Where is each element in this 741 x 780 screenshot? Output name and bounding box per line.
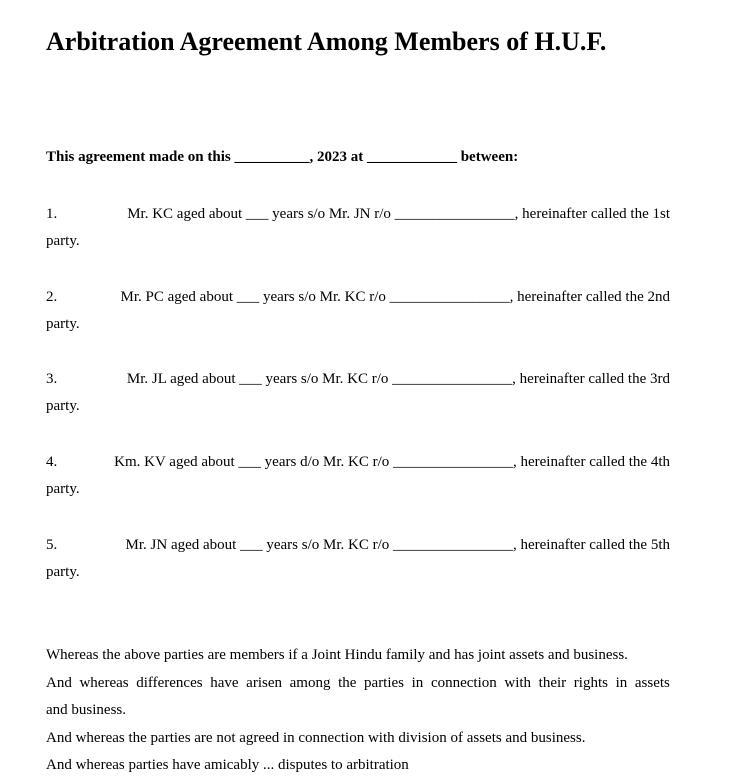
- party-number: 2.: [46, 289, 58, 305]
- recital-2-word: differences: [136, 674, 203, 691]
- recital-2-word: have: [210, 674, 239, 691]
- recital-2-line-2: and business.: [46, 702, 126, 718]
- party-number: 3.: [46, 371, 58, 387]
- recital-2-word: whereas: [79, 674, 129, 691]
- party-text: Km. KV aged about ___ years d/o Mr. KC r/o ________________, hereinafter called the 4th: [114, 454, 670, 470]
- party-number: 4.: [46, 454, 58, 470]
- recital-1: Whereas the above parties are members if a Joint Hindu family and has joint assets and business.: [46, 647, 628, 663]
- document-title: Arbitration Agreement Among Members of H.U.F.: [46, 27, 607, 56]
- recital-2-word: in: [615, 674, 628, 691]
- recital-4-partial: And whereas parties have amicably ... disputes to arbitration: [46, 757, 409, 773]
- recital-2-word: assets: [634, 674, 670, 691]
- agreement-intro: This agreement made on this __________, 2023 at ____________ between:: [46, 149, 519, 165]
- party-text: Mr. JN aged about ___ years s/o Mr. KC r/o ________________, hereinafter called the 5th: [125, 537, 670, 553]
- recital-2-word: the: [338, 674, 357, 691]
- recitals: [46, 642, 670, 780]
- recital-2-line-1: [46, 670, 670, 698]
- party-continuation: party.: [46, 316, 80, 332]
- recital-2-word: in: [411, 674, 424, 691]
- party-item-5: [46, 532, 670, 586]
- recital-2-word: arisen: [246, 674, 282, 691]
- recital-2-word: parties: [364, 674, 405, 691]
- party-text: Mr. PC aged about ___ years s/o Mr. KC r/o ________________, hereinafter called the 2nd: [120, 289, 670, 305]
- party-continuation: party.: [46, 564, 80, 580]
- party-continuation: party.: [46, 481, 80, 497]
- party-number: 5.: [46, 537, 58, 553]
- party-item-4: [46, 449, 670, 503]
- party-text: Mr. KC aged about ___ years s/o Mr. JN r/o ________________, hereinafter called the 1st: [127, 206, 670, 222]
- recital-2-word: And: [46, 674, 72, 691]
- recital-3: And whereas the parties are not agreed in connection with division of assets and business.: [46, 729, 586, 746]
- party-text: Mr. JL aged about ___ years s/o Mr. KC r/o ________________, hereinafter called the 3rd: [126, 371, 670, 387]
- party-number: 1.: [46, 206, 58, 222]
- party-item-2: [46, 284, 670, 338]
- party-continuation: party.: [46, 398, 80, 414]
- party-item-3: [46, 366, 670, 420]
- recital-2-word: connection: [430, 674, 497, 691]
- recital-2-word: rights: [573, 674, 608, 691]
- recital-2-word: their: [538, 674, 567, 691]
- recital-2-word: with: [504, 674, 532, 691]
- recital-2-word: among: [289, 674, 331, 691]
- party-item-1: [46, 201, 670, 255]
- party-continuation: party.: [46, 233, 80, 249]
